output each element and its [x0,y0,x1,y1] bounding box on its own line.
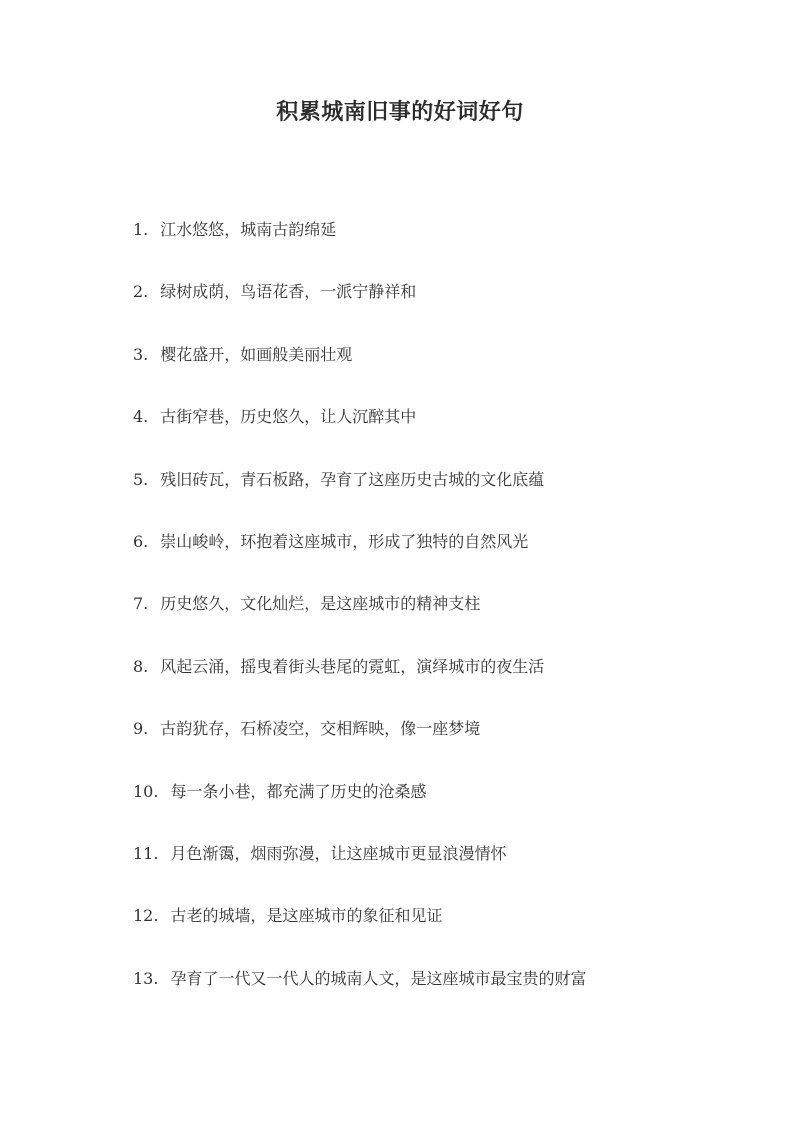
list-item [133,528,586,590]
item-text: 绿树成荫，鸟语花香，一派宁静祥和 [160,282,417,302]
list-item [133,466,586,528]
item-text: 残旧砖瓦，青石板路，孕育了这座历史古城的文化底蕴 [160,469,545,489]
item-text: 孕育了一代又一代人的城南人文，是这座城市最宝贵的财富 [170,968,587,988]
document-title: 积累城南旧事的好词好句 [276,99,524,125]
list-item [133,590,586,652]
item-number: 5. [133,469,149,489]
item-text: 每一条小巷，都充满了历史的沧桑感 [170,781,427,801]
item-text: 古韵犹存，石桥凌空，交相辉映，像一座梦境 [160,719,481,739]
list-item [133,216,586,278]
item-text: 崇山峻岭，环抱着这座城市，形成了独特的自然风光 [160,531,529,551]
item-number: 10. [133,781,159,801]
item-text: 古老的城墙，是这座城市的象征和见证 [170,906,443,926]
list-item [133,840,586,902]
item-text: 樱花盛开，如画般美丽壮观 [160,344,353,364]
item-number: 9. [133,719,149,739]
item-text: 历史悠久，文化灿烂，是这座城市的精神支柱 [160,594,481,614]
item-text: 江水悠悠，城南古韵绵延 [160,220,337,239]
item-number: 13. [133,968,159,988]
item-number: 2. [133,282,149,302]
item-number: 3. [133,344,149,364]
item-number: 6. [133,531,149,551]
list-item [133,341,586,403]
item-text: 风起云涌，摇曳着街头巷尾的霓虹，演绎城市的夜生活 [160,656,545,676]
list-item [133,715,586,777]
list-item [133,403,586,465]
list-item [133,653,586,715]
item-number: 4. [133,407,149,427]
item-text: 月色渐霭，烟雨弥漫，让这座城市更显浪漫情怀 [170,843,507,863]
item-text: 古街窄巷，历史悠久，让人沉醉其中 [160,407,417,427]
item-number: 1. [133,220,149,239]
list-item [133,902,586,964]
item-number: 11. [133,843,159,863]
list-item [133,965,586,1027]
item-number: 8. [133,656,149,676]
item-number: 12. [133,906,159,926]
list-item [133,778,586,840]
list-item [133,278,586,340]
item-number: 7. [133,594,149,614]
phrase-list [133,216,586,1027]
